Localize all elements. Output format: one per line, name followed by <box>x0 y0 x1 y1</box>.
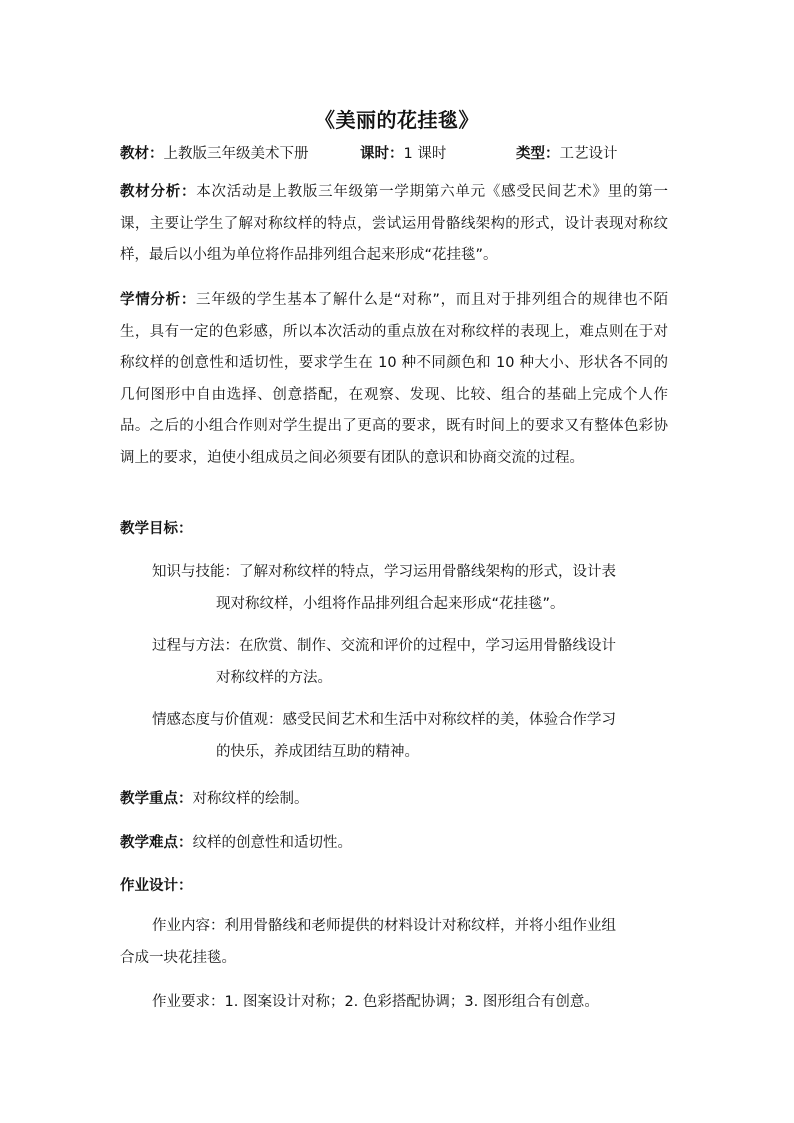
student-analysis <box>120 285 668 474</box>
page-title: 《美丽的花挂毯》 <box>315 108 479 132</box>
difficulty <box>120 831 352 852</box>
homework-content-line2: 合成一块花挂毯。 <box>120 949 236 966</box>
homework-content-line1: 作业内容：利用骨骼线和老师提供的材料设计对称纹样，并将小组作业组 <box>152 918 616 934</box>
key-point-text: 对称纹样的绘制。 <box>192 791 309 807</box>
student-analysis-text: 三年级的学生基本了解什么是“对称”，而且对于排列组合的规律也不陌生，具有一定的色彩感，所以本次活动的重点放在对称纹样的表现上，难点则在于对称纹样的创意性和适切性，要求学生在 10 种不同颜色和 10 种大小、形状各不同的几何图形中自由选择、创意搭配，在观察、发现、比较、组合的基础上完成个人作品。之后的小组合作则对学生提出了更高的要求，既有时间上的要求又有整体色彩协调上的要求，迫使小组成员之间必须要有团队的意识和协商交流的过程。 <box>120 292 668 466</box>
lesson-meta <box>120 142 680 162</box>
homework-content <box>120 911 668 974</box>
goal-item-line2: 对称纹样的方法。 <box>216 669 332 686</box>
material-analysis-text: 本次活动是上教版三年级第一学期第六单元《感受民间艺术》里的第一课，主要让学生了解对称纹样的特点，尝试运用骨骼线架构的形式，设计表现对称纹样，最后以小组为单位将作品排列组合起来形成“花挂毯”。 <box>120 184 669 263</box>
textbook-value: 上教版三年级美术下册 <box>163 146 309 162</box>
goal-item <box>152 557 668 620</box>
type-value: 工艺设计 <box>559 146 618 162</box>
goal-item-line1: 知识与技能：了解对称纹样的特点，学习运用骨骼线架构的形式，设计表 <box>152 564 616 580</box>
goal-item-line1: 情感态度与价值观：感受民间艺术和生活中对称纹样的美，体验合作学习 <box>152 712 616 728</box>
key-point-label: 教学重点： <box>120 791 193 807</box>
material-analysis <box>120 177 668 272</box>
goal-item-line2: 现对称纹样，小组将作品排列组合起来形成“花挂毯”。 <box>216 595 565 612</box>
hours-value: 1 课时 <box>403 146 447 162</box>
hours-label: 课时： <box>360 146 404 162</box>
difficulty-label: 教学难点： <box>120 835 193 851</box>
type-label: 类型： <box>516 146 560 162</box>
goals-heading: 教学目标： <box>120 521 193 537</box>
textbook-label: 教材： <box>120 146 164 162</box>
material-analysis-label: 教材分析： <box>120 184 197 200</box>
goal-item-line1: 过程与方法：在欣赏、制作、交流和评价的过程中，学习运用骨骼线设计 <box>152 638 616 654</box>
homework-heading: 作业设计： <box>120 878 193 894</box>
hours-info <box>360 142 446 163</box>
goal-item <box>152 705 668 768</box>
homework-requirements: 作业要求：1. 图案设计对称；2. 色彩搭配协调；3. 图形组合有创意。 <box>152 994 599 1010</box>
goal-item <box>152 631 668 694</box>
type-info <box>516 142 618 163</box>
difficulty-text: 纹样的创意性和适切性。 <box>192 835 352 851</box>
student-analysis-label: 学情分析： <box>120 292 197 308</box>
key-point <box>120 787 309 808</box>
textbook-info <box>120 142 309 163</box>
goal-item-line2: 的快乐，养成团结互助的精神。 <box>216 743 419 760</box>
